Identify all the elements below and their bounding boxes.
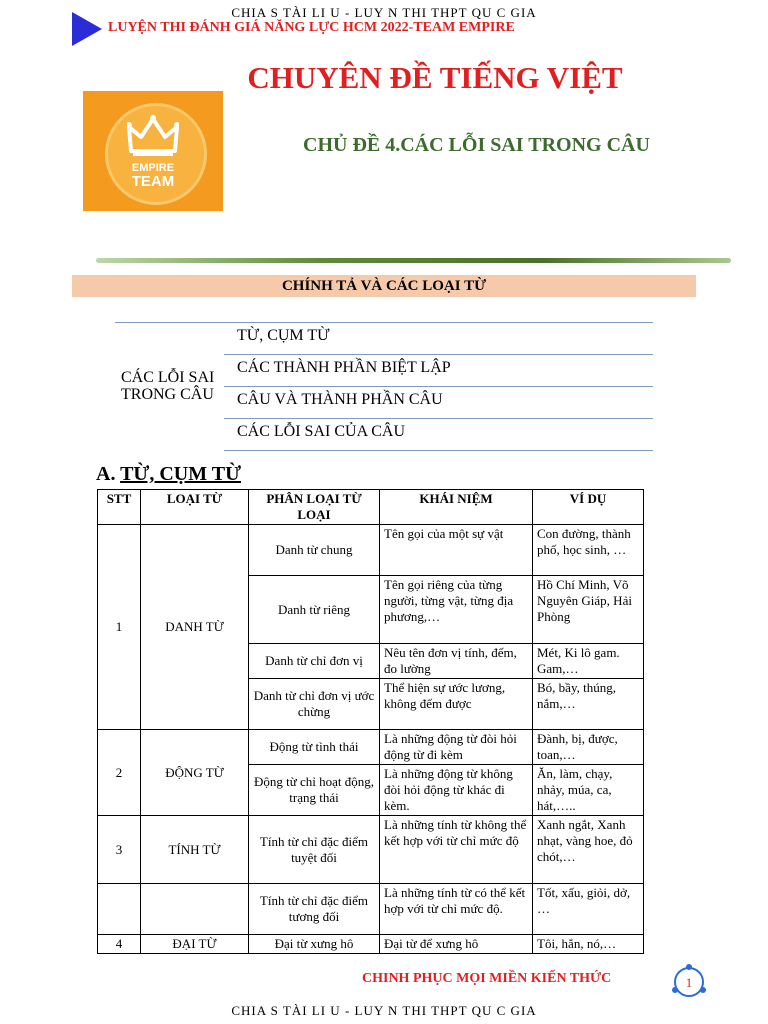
page-number: 1 [685,975,693,990]
page-number-badge [668,962,710,1002]
subtype-cell: Danh từ chỉ đơn vị [249,644,380,679]
example-cell: Con đường, thành phố, học sinh, … [533,525,644,576]
topic-heading: CHỦ ĐỀ 4.CÁC LỖI SAI TRONG CÂU [303,134,650,156]
header-share-line: CHIA S TÀI LI U - LUY N THI THPT QU C GIA [231,5,537,20]
example-cell: Tốt, xấu, giỏi, dở, … [533,884,644,935]
example-cell: Đành, bị, được, toan,… [533,730,644,765]
table-header: VÍ DỤ [533,490,644,525]
stt-cell: 4 [98,935,141,954]
concept-cell: Là những tính từ có thể kết hợp với từ chỉ mức độ. [380,884,533,935]
example-cell: Hồ Chí Minh, Võ Nguyên Giáp, Hải Phòng [533,576,644,644]
stt-cell: 1 [98,525,141,730]
concept-cell: Thể hiện sự ước lương, không đếm được [380,679,533,730]
concept-cell: Tên gọi của một sự vật [380,525,533,576]
table-header: STT [98,490,141,525]
table-header: LOẠI TỪ [141,490,249,525]
overview-item: CÁC LỖI SAI CỦA CÂU [237,423,406,440]
table-header: PHÂN LOẠI TỪ LOẠI [249,490,380,525]
table-row [98,884,644,935]
header-subtitle: LUYỆN THI ĐÁNH GIÁ NĂNG LỰC HCM 2022-TEAM EMPIRE [108,20,515,35]
concept-cell: Là những động từ không đòi hỏi động từ khác đi kèm. [380,765,533,816]
section-a-prefix: A. [96,463,116,485]
word-type-cell: DANH TỪ [141,525,249,730]
subtype-cell: Danh từ riêng [249,576,380,644]
table-row [98,730,644,765]
concept-cell: Tên gọi riêng của từng người, từng vật, từng địa phương,… [380,576,533,644]
logo-text-team: TEAM [131,173,175,190]
overview-item: TỪ, CỤM TỪ [237,327,330,344]
subtype-cell: Đại từ xưng hô [249,935,380,954]
example-cell: Tôi, hắn, nó,… [533,935,644,954]
page-title: CHUYÊN ĐỀ TIẾNG VIỆT [247,60,623,95]
subtype-cell: Tính từ chỉ đặc điểm tuyệt đối [249,816,380,884]
concept-cell: Đại từ để xưng hô [380,935,533,954]
concept-cell: Là những động từ đòi hỏi động từ đi kèm [380,730,533,765]
overview-divider [224,354,653,355]
stt-cell: 3 [98,816,141,884]
logo-text [83,161,223,189]
table-row [98,935,644,954]
concept-cell: Là những tính từ không thể kết hợp với từ chỉ mức độ [380,816,533,884]
play-triangle-icon [72,12,102,46]
divider-bar [96,258,731,263]
subtype-cell: Danh từ chỉ đơn vị ước chừng [249,679,380,730]
table-header: KHÁI NIỆM [380,490,533,525]
word-types-table [97,489,644,954]
section-a-heading [96,463,241,486]
section-a-title: TỪ, CỤM TỪ [120,463,242,485]
overview-divider [224,418,653,419]
subtype-cell: Tính từ chỉ đặc điểm tương đối [249,884,380,935]
example-cell: Bó, bầy, thúng, nắm,… [533,679,644,730]
table-header-row [98,490,644,525]
subtype-cell: Danh từ chung [249,525,380,576]
footer-slogan: CHINH PHỤC MỌI MIỀN KIẾN THỨC [362,971,612,986]
concept-cell: Nêu tên đơn vị tính, đếm, đo lường [380,644,533,679]
overview-item: CÂU VÀ THÀNH PHẦN CÂU [237,391,443,408]
crown-icon [127,115,179,157]
logo-text-empire: EMPIRE [131,162,175,174]
overview-divider [115,322,653,323]
word-type-cell [141,884,249,935]
word-type-cell: ĐẠI TỪ [141,935,249,954]
overview-left-label: CÁC LỖI SAI TRONG CÂU [121,369,215,403]
subtype-cell: Động từ chỉ hoạt động, trạng thái [249,765,380,816]
table-row [98,525,644,576]
stt-cell [98,884,141,935]
word-type-cell: ĐỘNG TỪ [141,730,249,816]
table-row [98,816,644,884]
stt-cell: 2 [98,730,141,816]
word-type-cell: TÍNH TỪ [141,816,249,884]
empire-team-logo [83,91,223,211]
overview-divider [224,386,653,387]
overview-item: CÁC THÀNH PHẦN BIỆT LẬP [237,359,451,376]
overview-divider [224,450,653,451]
footer-share-line: CHIA S TÀI LI U - LUY N THI THPT QU C GIA [231,1003,537,1018]
subtype-cell: Động từ tình thái [249,730,380,765]
example-cell: Ăn, làm, chạy, nhảy, múa, ca, hát,….. [533,765,644,816]
section-title-box: CHÍNH TẢ VÀ CÁC LOẠI TỪ [72,275,696,297]
example-cell: Mét, Ki lô gam. Gam,… [533,644,644,679]
example-cell: Xanh ngắt, Xanh nhạt, vàng hoe, đỏ chót,… [533,816,644,884]
